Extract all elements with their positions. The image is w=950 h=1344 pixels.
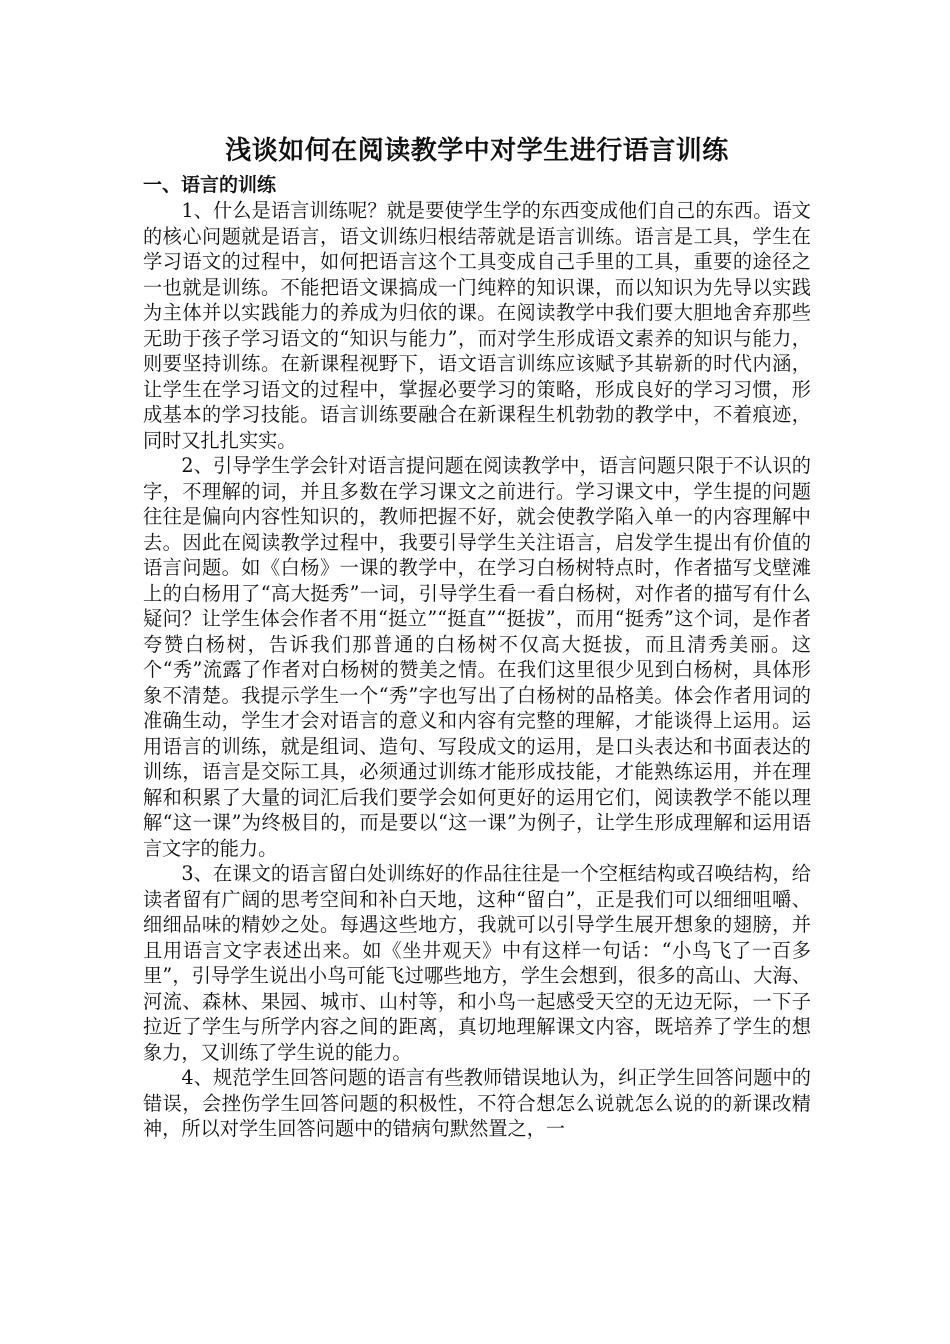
section-heading: 一、语言的训练 [143, 174, 277, 196]
paragraph-1: 1、什么是语言训练呢？就是要使学生学的东西变成他们自己的东西。语文的核心问题就是语言，语文训练归根结蒂就是语言训练。语言是工具，学生在学习语文的过程中，如何把语言这个工具变成自己手里的工具，重要的途径之一也就是训练。不能把语文课搞成一门纯粹的知识课，而以知识为先导以实践为主体并以实践能力的养成为归依的课。在阅读教学中我们要大胆地舍弃那些无助于孩子学习语文的“知识与能力”，而对学生形成语文素养的知识与能力，则要坚持训练。在新课程视野下，语文语言训练应该赋予其崭新的时代内涵，让学生在学习语文的过程中，掌握必要学习的策略，形成良好的学习习惯，形成基本的学习技能。语言训练要融合在新课程生机勃勃的教学中，不着痕迹，同时又扎扎实实。 [143, 199, 811, 452]
document-page [143, 130, 811, 1142]
paragraph-4: 4、规范学生回答问题的语言有些教师错误地认为，纠正学生回答问题中的错误，会挫伤学生回答问题的积极性，不符合想怎么说就怎么说的的新课改精神，所以对学生回答问题中的错病句默然置之，一 [143, 1066, 811, 1140]
paragraph-3: 3、在课文的语言留白处训练好的作品往往是一个空框结构或召唤结构，给读者留有广阔的思考空间和补白天地，这种“留白”，正是我们可以细细咀嚼、细细品味的精妙之处。每遇这些地方，我就可以引导学生展开想象的翅膀，并且用语言文字表述出来。如《坐井观天》中有这样一句话：“小鸟飞了一百多里”，引导学生说出小鸟可能飞过哪些地方，学生会想到，很多的高山、大海、河流、森林、果园、城市、山村等，和小鸟一起感受天空的无边无际，一下子拉近了学生与所学内容之间的距离，真切地理解课文内容，既培养了学生的想象力，又训练了学生说的能力。 [143, 862, 811, 1064]
paragraph-2: 2、引导学生学会针对语言提问题在阅读教学中，语言问题只限于不认识的字，不理解的词，并且多数在学习课文之前进行。学习课文中，学生提的问题往往是偏向内容性知识的，教师把握不好，就会使教学陷入单一的内容理解中去。因此在阅读教学过程中，我要引导学生关注语言，启发学生提出有价值的语言问题。如《白杨》一课的教学中，在学习白杨树特点时，作者描写戈壁滩上的白杨用了“高大挺秀”一词，引导学生看一看白杨树，对作者的描写有什么疑问？让学生体会作者不用“挺立”“挺直”“挺拔”，而用“挺秀”这个词，是作者夸赞白杨树，告诉我们那普通的白杨树不仅高大挺拔，而且清秀美丽。这个“秀”流露了作者对白杨树的赞美之情。在我们这里很少见到白杨树，具体形象不清楚。我提示学生一个“秀”字也写出了白杨树的品格美。体会作者用词的准确生动，学生才会对语言的意义和内容有完整的理解，才能谈得上运用。运用语言的训练，就是组词、造句、写段成文的运用，是口头表达和书面表达的训练，语言是交际工具，必须通过训练才能形成技能，才能熟练运用，并在理解和积累了大量的词汇后我们要学会如何更好的运用它们，阅读教学不能以理解“这一课”为终极目的，而是要以“这一课”为例子，让学生形成理解和运用语言文字的能力。 [143, 454, 811, 860]
document-title: 浅谈如何在阅读教学中对学生进行语言训练 [225, 136, 729, 166]
